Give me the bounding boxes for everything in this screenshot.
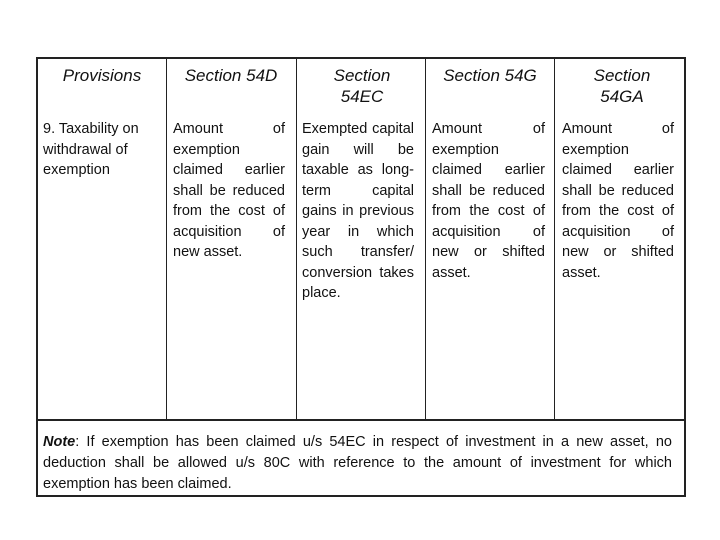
provisions-table [36, 57, 686, 497]
header-provisions: Provisions [62, 66, 142, 85]
column-divider [166, 59, 167, 419]
header-section-54d: Section 54D [184, 66, 278, 85]
note-paragraph [43, 432, 672, 495]
note-label: Note [43, 434, 76, 450]
column-divider [554, 59, 555, 419]
column-divider [296, 59, 297, 419]
header-section-54ec: Section 54EC [333, 66, 391, 106]
cell-section-54ga: Amount of exemption claimed earlier shall be reduced from the cost of acquisition of new or shifted asset. [562, 121, 674, 281]
header-section-54g: Section 54G [443, 66, 537, 85]
cell-provision: 9. Taxability on withdrawal of exemption [43, 121, 139, 178]
column-divider [425, 59, 426, 419]
note-divider [38, 419, 684, 421]
note-text: : If exemption has been claimed u/s 54EC in respect of investment in a new asset, no deduction shall be allowed u/s 80C with reference to the amount of investment for which exemption has been claimed. [43, 434, 672, 492]
header-section-54ga: Section 54GA [593, 66, 651, 106]
cell-section-54g: Amount of exemption claimed earlier shall be reduced from the cost of acquisition of new or shifted asset. [432, 121, 545, 281]
cell-section-54ec: Exempted capital gain will be taxable as long-term capital gains in previous year in which such transfer/ conversion takes place. [302, 121, 414, 301]
cell-section-54d: Amount of exemption claimed earlier shall be reduced from the cost of acquisition of new asset. [173, 121, 285, 260]
